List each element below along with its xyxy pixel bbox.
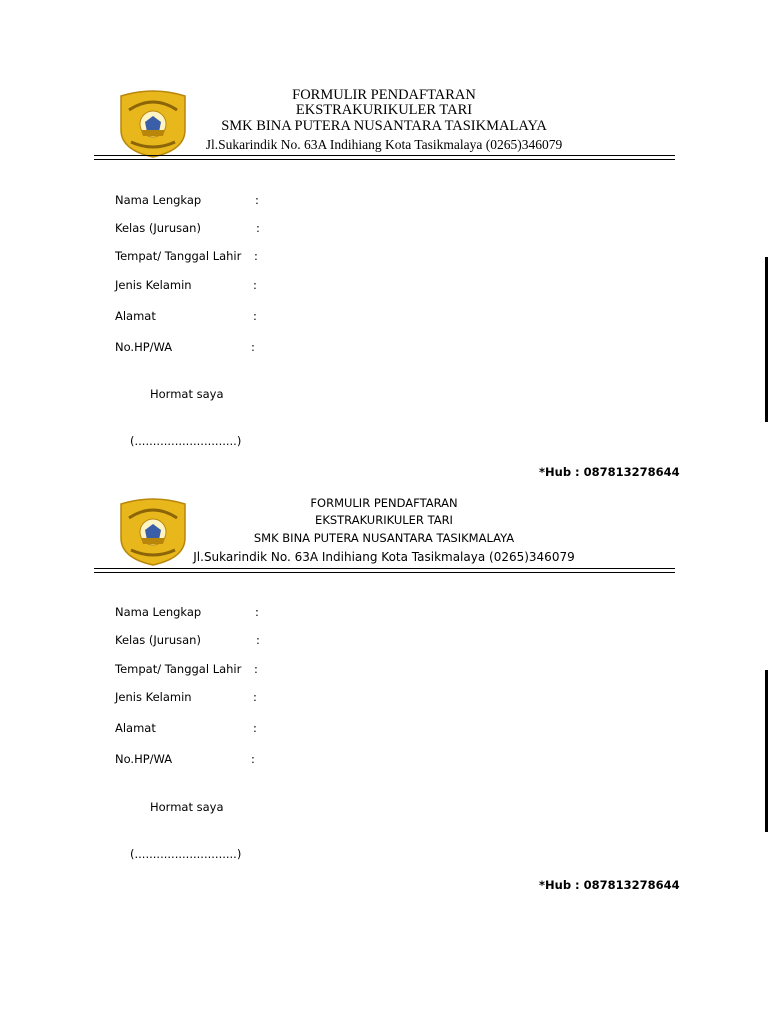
field-label-nama: Nama Lengkap bbox=[115, 193, 202, 207]
school-address: Jl.Sukarindik No. 63A Indihiang Kota Tasikmalaya (0265)346079 bbox=[205, 137, 563, 152]
field-label-alamat: Alamat bbox=[115, 309, 156, 323]
field-label-kelas: Kelas (Jurusan) bbox=[115, 221, 201, 235]
field-label-ttl: Tempat/ Tanggal Lahir bbox=[115, 249, 242, 263]
signature-line: (............................) bbox=[130, 434, 242, 448]
field-colon: : bbox=[251, 340, 255, 354]
contact-info: *Hub : 087813278644 bbox=[539, 878, 680, 892]
field-colon: : bbox=[253, 721, 257, 735]
field-colon: : bbox=[255, 193, 259, 207]
field-colon: : bbox=[254, 249, 258, 263]
field-label-nama: Nama Lengkap bbox=[115, 605, 202, 619]
signature-line: (............................) bbox=[130, 847, 242, 861]
field-colon: : bbox=[255, 605, 259, 619]
contact-info: *Hub : 087813278644 bbox=[539, 465, 680, 479]
field-colon: : bbox=[253, 309, 257, 323]
form-title: FORMULIR PENDAFTARAN bbox=[292, 87, 476, 103]
form-subtitle: EKSTRAKURIKULER TARI bbox=[315, 513, 453, 527]
school-emblem-logo bbox=[117, 498, 189, 566]
field-label-alamat: Alamat bbox=[115, 721, 156, 735]
header-rule-thick bbox=[94, 568, 675, 569]
field-colon: : bbox=[256, 633, 260, 647]
field-label-ttl: Tempat/ Tanggal Lahir bbox=[115, 662, 242, 676]
form-subtitle: EKSTRAKURIKULER TARI bbox=[295, 102, 473, 118]
field-label-hp: No.HP/WA bbox=[115, 340, 173, 354]
closing-text: Hormat saya bbox=[150, 800, 224, 814]
field-colon: : bbox=[253, 278, 257, 292]
school-address: Jl.Sukarindik No. 63A Indihiang Kota Tasikmalaya (0265)346079 bbox=[193, 550, 575, 564]
header-rule-thin bbox=[94, 572, 675, 573]
field-label-kelas: Kelas (Jurusan) bbox=[115, 633, 201, 647]
field-colon: : bbox=[254, 662, 258, 676]
field-colon: : bbox=[253, 690, 257, 704]
form-title: FORMULIR PENDAFTARAN bbox=[310, 496, 458, 510]
field-label-hp: No.HP/WA bbox=[115, 752, 173, 766]
field-label-jenis-kelamin: Jenis Kelamin bbox=[115, 278, 192, 292]
field-colon: : bbox=[256, 221, 260, 235]
closing-text: Hormat saya bbox=[150, 387, 224, 401]
field-label-jenis-kelamin: Jenis Kelamin bbox=[115, 690, 192, 704]
school-name: SMK BINA PUTERA NUSANTARA TASIKMALAYA bbox=[221, 118, 547, 134]
field-colon: : bbox=[251, 752, 255, 766]
school-name: SMK BINA PUTERA NUSANTARA TASIKMALAYA bbox=[253, 531, 515, 545]
